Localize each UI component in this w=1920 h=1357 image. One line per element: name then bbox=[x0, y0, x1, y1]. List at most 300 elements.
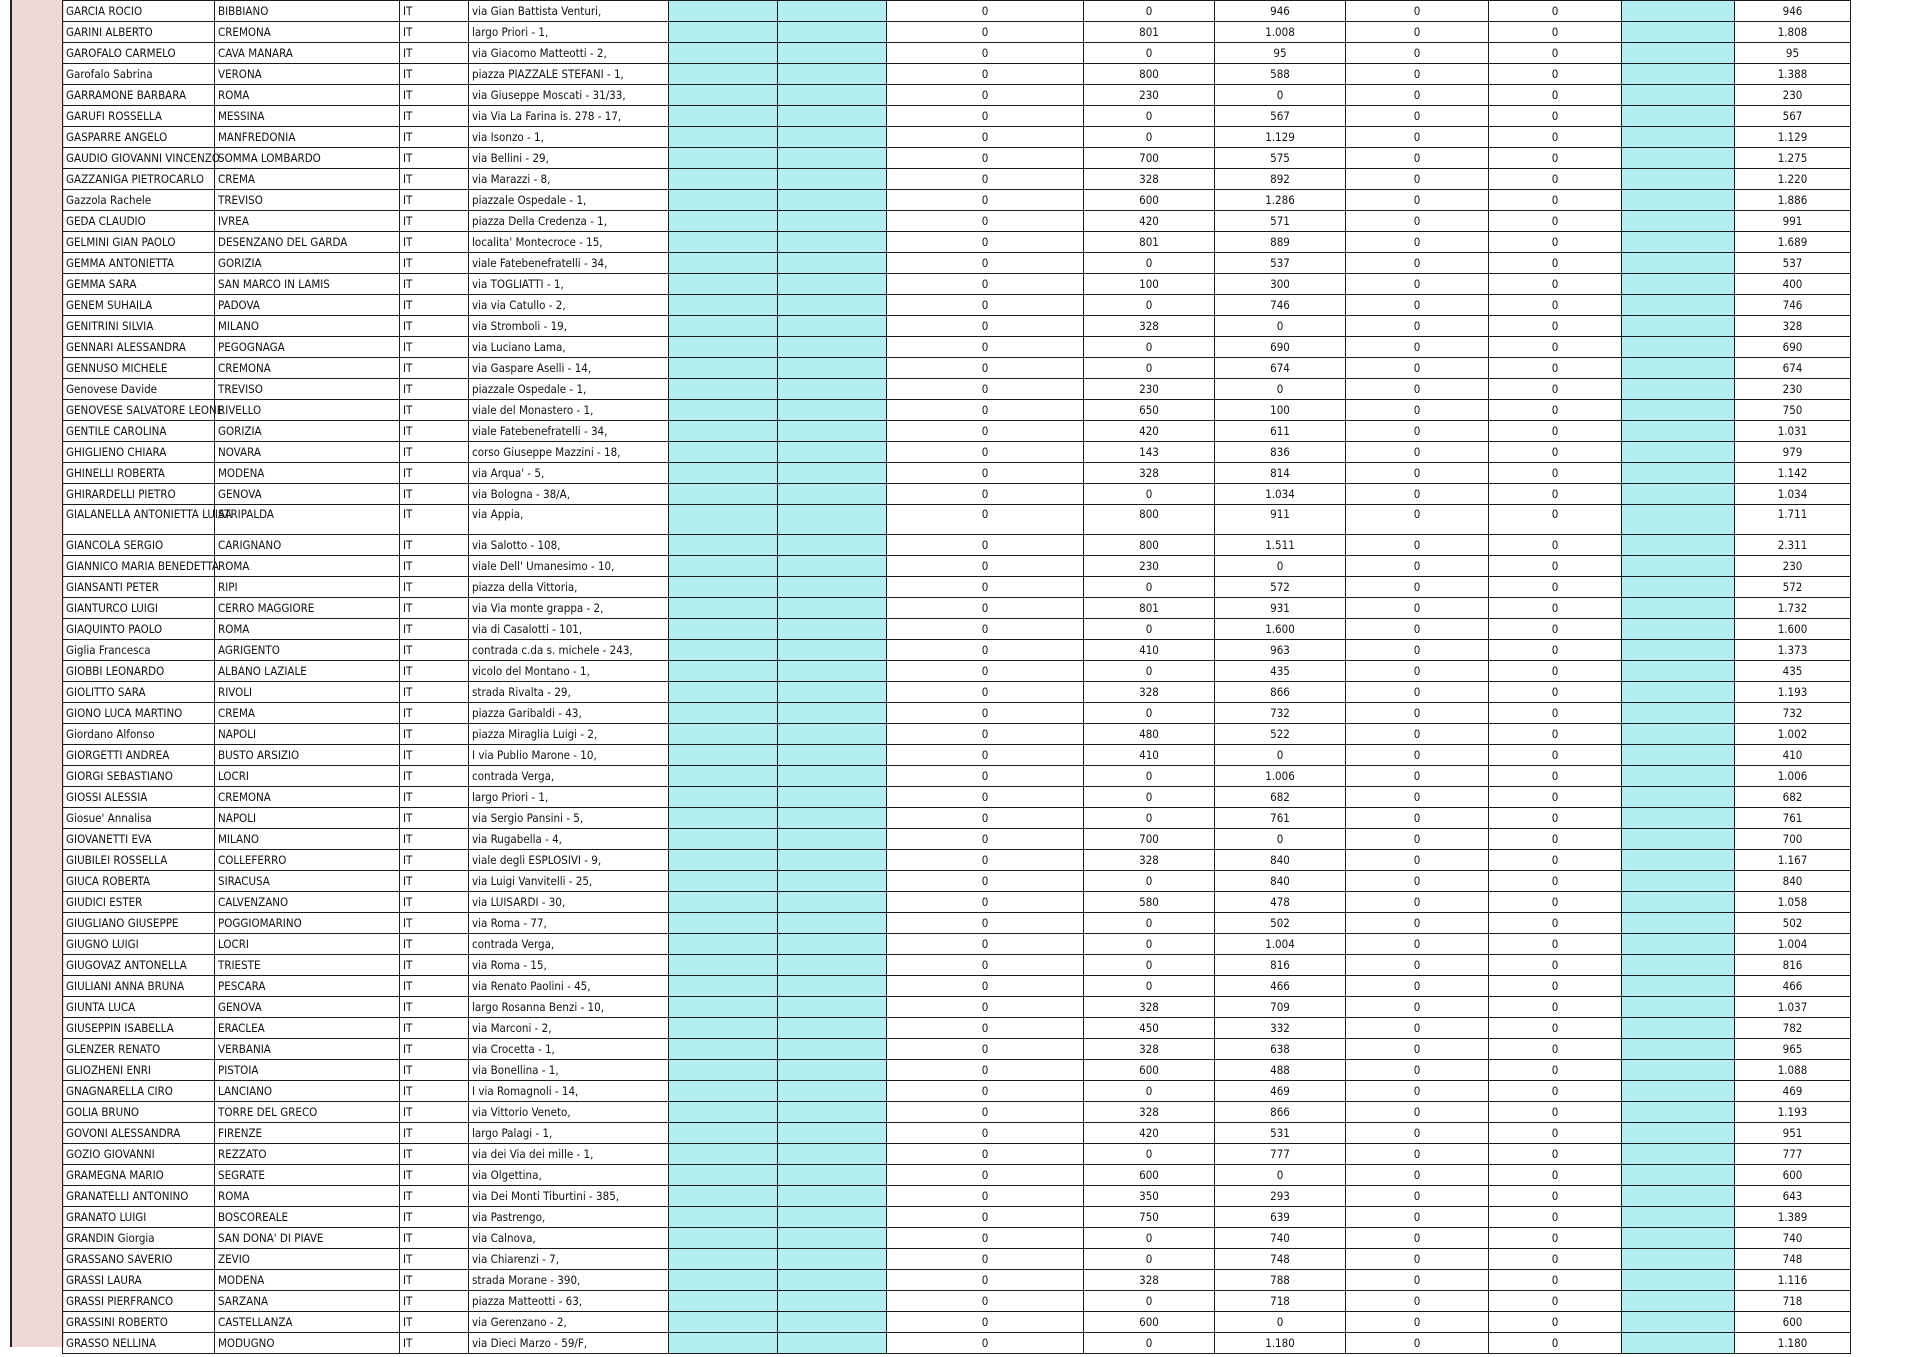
value-cell[interactable]: 571 bbox=[1215, 211, 1346, 232]
city-cell[interactable]: PEGOGNAGA bbox=[215, 337, 400, 358]
city-cell[interactable]: SEGRATE bbox=[215, 1165, 400, 1186]
empty-cyan-cell[interactable] bbox=[778, 661, 887, 682]
empty-cyan-cell[interactable] bbox=[669, 148, 778, 169]
value-cell[interactable]: 0 bbox=[1346, 703, 1489, 724]
value-cell[interactable]: 478 bbox=[1215, 892, 1346, 913]
empty-cyan-cell[interactable] bbox=[669, 577, 778, 598]
country-cell[interactable]: IT bbox=[400, 1228, 469, 1249]
value-cell[interactable]: 0 bbox=[887, 1, 1084, 22]
empty-cyan-cell[interactable] bbox=[778, 577, 887, 598]
value-cell[interactable]: 0 bbox=[887, 1270, 1084, 1291]
value-cell[interactable]: 0 bbox=[887, 976, 1084, 997]
empty-cyan-cell[interactable] bbox=[1622, 190, 1735, 211]
address-cell[interactable]: piazzale Ospedale - 1, bbox=[469, 379, 669, 400]
city-cell[interactable]: LOCRI bbox=[215, 766, 400, 787]
empty-cyan-cell[interactable] bbox=[669, 1249, 778, 1270]
empty-cyan-cell[interactable] bbox=[778, 1, 887, 22]
country-cell[interactable]: IT bbox=[400, 661, 469, 682]
city-cell[interactable]: CREMONA bbox=[215, 787, 400, 808]
value-cell[interactable]: 0 bbox=[1346, 316, 1489, 337]
total-cell[interactable]: 1.193 bbox=[1735, 1102, 1851, 1123]
value-cell[interactable]: 0 bbox=[1215, 1165, 1346, 1186]
empty-cyan-cell[interactable] bbox=[778, 442, 887, 463]
empty-cyan-cell[interactable] bbox=[778, 274, 887, 295]
name-cell[interactable]: GARUFI ROSSELLA bbox=[63, 106, 215, 127]
address-cell[interactable]: piazza Miraglia Luigi - 2, bbox=[469, 724, 669, 745]
value-cell[interactable]: 0 bbox=[887, 1039, 1084, 1060]
value-cell[interactable]: 0 bbox=[1489, 1144, 1622, 1165]
value-cell[interactable]: 0 bbox=[1084, 295, 1215, 316]
value-cell[interactable]: 0 bbox=[887, 421, 1084, 442]
empty-cyan-cell[interactable] bbox=[1622, 976, 1735, 997]
value-cell[interactable]: 572 bbox=[1215, 577, 1346, 598]
value-cell[interactable]: 0 bbox=[1489, 682, 1622, 703]
value-cell[interactable]: 0 bbox=[1215, 379, 1346, 400]
empty-cyan-cell[interactable] bbox=[778, 253, 887, 274]
country-cell[interactable]: IT bbox=[400, 913, 469, 934]
value-cell[interactable]: 0 bbox=[1489, 43, 1622, 64]
total-cell[interactable]: 537 bbox=[1735, 253, 1851, 274]
city-cell[interactable]: SIRACUSA bbox=[215, 871, 400, 892]
name-cell[interactable]: Giosue' Annalisa bbox=[63, 808, 215, 829]
empty-cyan-cell[interactable] bbox=[778, 1165, 887, 1186]
empty-cyan-cell[interactable] bbox=[1622, 379, 1735, 400]
value-cell[interactable]: 0 bbox=[1346, 1018, 1489, 1039]
value-cell[interactable]: 0 bbox=[1084, 871, 1215, 892]
name-cell[interactable]: GOVONI ALESSANDRA bbox=[63, 1123, 215, 1144]
value-cell[interactable]: 522 bbox=[1215, 724, 1346, 745]
empty-cyan-cell[interactable] bbox=[1622, 724, 1735, 745]
total-cell[interactable]: 746 bbox=[1735, 295, 1851, 316]
country-cell[interactable]: IT bbox=[400, 1, 469, 22]
value-cell[interactable]: 0 bbox=[1489, 724, 1622, 745]
empty-cyan-cell[interactable] bbox=[778, 232, 887, 253]
total-cell[interactable]: 410 bbox=[1735, 745, 1851, 766]
value-cell[interactable]: 0 bbox=[887, 724, 1084, 745]
empty-cyan-cell[interactable] bbox=[1622, 913, 1735, 934]
name-cell[interactable]: GHIRARDELLI PIETRO bbox=[63, 484, 215, 505]
value-cell[interactable]: 1.034 bbox=[1215, 484, 1346, 505]
value-cell[interactable]: 639 bbox=[1215, 1207, 1346, 1228]
value-cell[interactable]: 0 bbox=[1489, 505, 1622, 535]
empty-cyan-cell[interactable] bbox=[669, 682, 778, 703]
value-cell[interactable]: 0 bbox=[1489, 232, 1622, 253]
empty-cyan-cell[interactable] bbox=[669, 442, 778, 463]
value-cell[interactable]: 0 bbox=[1489, 1123, 1622, 1144]
country-cell[interactable]: IT bbox=[400, 1144, 469, 1165]
empty-cyan-cell[interactable] bbox=[1622, 316, 1735, 337]
total-cell[interactable]: 979 bbox=[1735, 442, 1851, 463]
value-cell[interactable]: 0 bbox=[887, 535, 1084, 556]
value-cell[interactable]: 0 bbox=[1346, 997, 1489, 1018]
value-cell[interactable]: 328 bbox=[1084, 1039, 1215, 1060]
empty-cyan-cell[interactable] bbox=[669, 850, 778, 871]
value-cell[interactable]: 0 bbox=[1084, 253, 1215, 274]
value-cell[interactable]: 0 bbox=[1084, 955, 1215, 976]
city-cell[interactable]: SAN DONA' DI PIAVE bbox=[215, 1228, 400, 1249]
empty-cyan-cell[interactable] bbox=[669, 379, 778, 400]
name-cell[interactable]: GEDA CLAUDIO bbox=[63, 211, 215, 232]
name-cell[interactable]: GRANDIN Giorgia bbox=[63, 1228, 215, 1249]
value-cell[interactable]: 0 bbox=[1084, 106, 1215, 127]
value-cell[interactable]: 801 bbox=[1084, 22, 1215, 43]
empty-cyan-cell[interactable] bbox=[669, 598, 778, 619]
value-cell[interactable]: 0 bbox=[1489, 850, 1622, 871]
empty-cyan-cell[interactable] bbox=[1622, 85, 1735, 106]
value-cell[interactable]: 0 bbox=[1346, 619, 1489, 640]
empty-cyan-cell[interactable] bbox=[669, 127, 778, 148]
name-cell[interactable]: GIOVANETTI EVA bbox=[63, 829, 215, 850]
empty-cyan-cell[interactable] bbox=[669, 829, 778, 850]
name-cell[interactable]: GIUDICI ESTER bbox=[63, 892, 215, 913]
address-cell[interactable]: via Marazzi - 8, bbox=[469, 169, 669, 190]
country-cell[interactable]: IT bbox=[400, 1291, 469, 1312]
value-cell[interactable]: 300 bbox=[1215, 274, 1346, 295]
value-cell[interactable]: 0 bbox=[1346, 1144, 1489, 1165]
city-cell[interactable]: ZEVIO bbox=[215, 1249, 400, 1270]
value-cell[interactable]: 0 bbox=[1489, 619, 1622, 640]
total-cell[interactable]: 1.600 bbox=[1735, 619, 1851, 640]
value-cell[interactable]: 0 bbox=[887, 106, 1084, 127]
value-cell[interactable]: 0 bbox=[1489, 1249, 1622, 1270]
name-cell[interactable]: GEMMA SARA bbox=[63, 274, 215, 295]
empty-cyan-cell[interactable] bbox=[669, 808, 778, 829]
value-cell[interactable]: 0 bbox=[1489, 577, 1622, 598]
empty-cyan-cell[interactable] bbox=[1622, 1060, 1735, 1081]
address-cell[interactable]: contrada c.da s. michele - 243, bbox=[469, 640, 669, 661]
value-cell[interactable]: 0 bbox=[1084, 484, 1215, 505]
total-cell[interactable]: 777 bbox=[1735, 1144, 1851, 1165]
address-cell[interactable]: piazza Della Credenza - 1, bbox=[469, 211, 669, 232]
empty-cyan-cell[interactable] bbox=[1622, 358, 1735, 379]
value-cell[interactable]: 963 bbox=[1215, 640, 1346, 661]
value-cell[interactable]: 0 bbox=[1346, 640, 1489, 661]
country-cell[interactable]: IT bbox=[400, 1270, 469, 1291]
value-cell[interactable]: 0 bbox=[1346, 127, 1489, 148]
value-cell[interactable]: 293 bbox=[1215, 1186, 1346, 1207]
country-cell[interactable]: IT bbox=[400, 871, 469, 892]
value-cell[interactable]: 0 bbox=[887, 682, 1084, 703]
name-cell[interactable]: GIOLITTO SARA bbox=[63, 682, 215, 703]
city-cell[interactable]: BUSTO ARSIZIO bbox=[215, 745, 400, 766]
empty-cyan-cell[interactable] bbox=[1622, 169, 1735, 190]
value-cell[interactable]: 0 bbox=[1489, 295, 1622, 316]
name-cell[interactable]: GAZZANIGA PIETROCARLO bbox=[63, 169, 215, 190]
city-cell[interactable]: MODUGNO bbox=[215, 1333, 400, 1354]
empty-cyan-cell[interactable] bbox=[778, 724, 887, 745]
value-cell[interactable]: 0 bbox=[1346, 22, 1489, 43]
empty-cyan-cell[interactable] bbox=[669, 1060, 778, 1081]
name-cell[interactable]: GOLIA BRUNO bbox=[63, 1102, 215, 1123]
name-cell[interactable]: GNAGNARELLA CIRO bbox=[63, 1081, 215, 1102]
value-cell[interactable]: 0 bbox=[1346, 505, 1489, 535]
total-cell[interactable]: 1.389 bbox=[1735, 1207, 1851, 1228]
empty-cyan-cell[interactable] bbox=[1622, 22, 1735, 43]
country-cell[interactable]: IT bbox=[400, 106, 469, 127]
address-cell[interactable]: corso Giuseppe Mazzini - 18, bbox=[469, 442, 669, 463]
address-cell[interactable]: via Via monte grappa - 2, bbox=[469, 598, 669, 619]
city-cell[interactable]: CREMA bbox=[215, 703, 400, 724]
total-cell[interactable]: 690 bbox=[1735, 337, 1851, 358]
empty-cyan-cell[interactable] bbox=[669, 1291, 778, 1312]
country-cell[interactable]: IT bbox=[400, 745, 469, 766]
name-cell[interactable]: GEMMA ANTONIETTA bbox=[63, 253, 215, 274]
value-cell[interactable]: 709 bbox=[1215, 997, 1346, 1018]
value-cell[interactable]: 0 bbox=[1346, 295, 1489, 316]
empty-cyan-cell[interactable] bbox=[778, 787, 887, 808]
total-cell[interactable]: 1.886 bbox=[1735, 190, 1851, 211]
name-cell[interactable]: GIUNTA LUCA bbox=[63, 997, 215, 1018]
name-cell[interactable]: GHIGLIENO CHIARA bbox=[63, 442, 215, 463]
name-cell[interactable]: GARRAMONE BARBARA bbox=[63, 85, 215, 106]
value-cell[interactable]: 0 bbox=[887, 274, 1084, 295]
total-cell[interactable]: 840 bbox=[1735, 871, 1851, 892]
country-cell[interactable]: IT bbox=[400, 85, 469, 106]
empty-cyan-cell[interactable] bbox=[1622, 556, 1735, 577]
value-cell[interactable]: 761 bbox=[1215, 808, 1346, 829]
total-cell[interactable]: 95 bbox=[1735, 43, 1851, 64]
value-cell[interactable]: 350 bbox=[1084, 1186, 1215, 1207]
country-cell[interactable]: IT bbox=[400, 43, 469, 64]
name-cell[interactable]: GIORGI SEBASTIANO bbox=[63, 766, 215, 787]
value-cell[interactable]: 0 bbox=[887, 997, 1084, 1018]
address-cell[interactable]: via Renato Paolini - 45, bbox=[469, 976, 669, 997]
value-cell[interactable]: 0 bbox=[887, 808, 1084, 829]
city-cell[interactable]: POGGIOMARINO bbox=[215, 913, 400, 934]
value-cell[interactable]: 537 bbox=[1215, 253, 1346, 274]
empty-cyan-cell[interactable] bbox=[1622, 1249, 1735, 1270]
country-cell[interactable]: IT bbox=[400, 1165, 469, 1186]
value-cell[interactable]: 575 bbox=[1215, 148, 1346, 169]
empty-cyan-cell[interactable] bbox=[778, 892, 887, 913]
address-cell[interactable]: via Bonellina - 1, bbox=[469, 1060, 669, 1081]
address-cell[interactable]: via Isonzo - 1, bbox=[469, 127, 669, 148]
address-cell[interactable]: I via Romagnoli - 14, bbox=[469, 1081, 669, 1102]
country-cell[interactable]: IT bbox=[400, 253, 469, 274]
city-cell[interactable]: LOCRI bbox=[215, 934, 400, 955]
empty-cyan-cell[interactable] bbox=[669, 106, 778, 127]
value-cell[interactable]: 0 bbox=[1346, 1291, 1489, 1312]
value-cell[interactable]: 682 bbox=[1215, 787, 1346, 808]
empty-cyan-cell[interactable] bbox=[1622, 745, 1735, 766]
value-cell[interactable]: 1.006 bbox=[1215, 766, 1346, 787]
country-cell[interactable]: IT bbox=[400, 1312, 469, 1333]
total-cell[interactable]: 740 bbox=[1735, 1228, 1851, 1249]
city-cell[interactable]: ALBANO LAZIALE bbox=[215, 661, 400, 682]
value-cell[interactable]: 0 bbox=[1084, 337, 1215, 358]
city-cell[interactable]: TREVISO bbox=[215, 379, 400, 400]
empty-cyan-cell[interactable] bbox=[1622, 1186, 1735, 1207]
city-cell[interactable]: ROMA bbox=[215, 619, 400, 640]
city-cell[interactable]: MILANO bbox=[215, 829, 400, 850]
value-cell[interactable]: 0 bbox=[1489, 190, 1622, 211]
value-cell[interactable]: 0 bbox=[1346, 724, 1489, 745]
country-cell[interactable]: IT bbox=[400, 850, 469, 871]
value-cell[interactable]: 0 bbox=[887, 1312, 1084, 1333]
country-cell[interactable]: IT bbox=[400, 808, 469, 829]
value-cell[interactable]: 100 bbox=[1215, 400, 1346, 421]
value-cell[interactable]: 600 bbox=[1084, 1165, 1215, 1186]
value-cell[interactable]: 0 bbox=[1489, 211, 1622, 232]
total-cell[interactable]: 1.689 bbox=[1735, 232, 1851, 253]
value-cell[interactable]: 0 bbox=[1346, 1060, 1489, 1081]
value-cell[interactable]: 0 bbox=[1489, 148, 1622, 169]
value-cell[interactable]: 0 bbox=[1346, 148, 1489, 169]
empty-cyan-cell[interactable] bbox=[669, 1081, 778, 1102]
name-cell[interactable]: GAROFALO CARMELO bbox=[63, 43, 215, 64]
empty-cyan-cell[interactable] bbox=[778, 1123, 887, 1144]
total-cell[interactable]: 1.142 bbox=[1735, 463, 1851, 484]
country-cell[interactable]: IT bbox=[400, 463, 469, 484]
address-cell[interactable]: viale degli ESPLOSIVI - 9, bbox=[469, 850, 669, 871]
value-cell[interactable]: 0 bbox=[1346, 682, 1489, 703]
value-cell[interactable]: 0 bbox=[887, 85, 1084, 106]
empty-cyan-cell[interactable] bbox=[778, 808, 887, 829]
empty-cyan-cell[interactable] bbox=[669, 1102, 778, 1123]
country-cell[interactable]: IT bbox=[400, 640, 469, 661]
empty-cyan-cell[interactable] bbox=[778, 1249, 887, 1270]
value-cell[interactable]: 0 bbox=[1346, 232, 1489, 253]
empty-cyan-cell[interactable] bbox=[1622, 892, 1735, 913]
city-cell[interactable]: MODENA bbox=[215, 1270, 400, 1291]
value-cell[interactable]: 0 bbox=[887, 556, 1084, 577]
value-cell[interactable]: 100 bbox=[1084, 274, 1215, 295]
value-cell[interactable]: 0 bbox=[1346, 892, 1489, 913]
value-cell[interactable]: 0 bbox=[1489, 379, 1622, 400]
empty-cyan-cell[interactable] bbox=[669, 703, 778, 724]
country-cell[interactable]: IT bbox=[400, 577, 469, 598]
value-cell[interactable]: 0 bbox=[1346, 661, 1489, 682]
value-cell[interactable]: 0 bbox=[887, 22, 1084, 43]
empty-cyan-cell[interactable] bbox=[1622, 232, 1735, 253]
country-cell[interactable]: IT bbox=[400, 1333, 469, 1354]
value-cell[interactable]: 0 bbox=[1215, 745, 1346, 766]
empty-cyan-cell[interactable] bbox=[1622, 850, 1735, 871]
empty-cyan-cell[interactable] bbox=[778, 871, 887, 892]
empty-cyan-cell[interactable] bbox=[778, 127, 887, 148]
value-cell[interactable]: 488 bbox=[1215, 1060, 1346, 1081]
value-cell[interactable]: 0 bbox=[1084, 43, 1215, 64]
city-cell[interactable]: ROMA bbox=[215, 85, 400, 106]
value-cell[interactable]: 0 bbox=[1346, 808, 1489, 829]
empty-cyan-cell[interactable] bbox=[669, 640, 778, 661]
address-cell[interactable]: via Marconi - 2, bbox=[469, 1018, 669, 1039]
empty-cyan-cell[interactable] bbox=[778, 1312, 887, 1333]
total-cell[interactable]: 1.193 bbox=[1735, 682, 1851, 703]
empty-cyan-cell[interactable] bbox=[778, 316, 887, 337]
empty-cyan-cell[interactable] bbox=[669, 787, 778, 808]
address-cell[interactable]: via Rugabella - 4, bbox=[469, 829, 669, 850]
empty-cyan-cell[interactable] bbox=[1622, 1270, 1735, 1291]
value-cell[interactable]: 0 bbox=[1084, 787, 1215, 808]
empty-cyan-cell[interactable] bbox=[1622, 682, 1735, 703]
name-cell[interactable]: GRAMEGNA MARIO bbox=[63, 1165, 215, 1186]
name-cell[interactable]: Giglia Francesca bbox=[63, 640, 215, 661]
country-cell[interactable]: IT bbox=[400, 232, 469, 253]
address-cell[interactable]: piazza PIAZZALE STEFANI - 1, bbox=[469, 64, 669, 85]
total-cell[interactable]: 761 bbox=[1735, 808, 1851, 829]
name-cell[interactable]: GENNARI ALESSANDRA bbox=[63, 337, 215, 358]
empty-cyan-cell[interactable] bbox=[669, 274, 778, 295]
country-cell[interactable]: IT bbox=[400, 211, 469, 232]
empty-cyan-cell[interactable] bbox=[669, 871, 778, 892]
address-cell[interactable]: via Giacomo Matteotti - 2, bbox=[469, 43, 669, 64]
empty-cyan-cell[interactable] bbox=[1622, 1102, 1735, 1123]
value-cell[interactable]: 0 bbox=[1215, 85, 1346, 106]
total-cell[interactable]: 572 bbox=[1735, 577, 1851, 598]
empty-cyan-cell[interactable] bbox=[669, 484, 778, 505]
value-cell[interactable]: 0 bbox=[1489, 1060, 1622, 1081]
value-cell[interactable]: 801 bbox=[1084, 232, 1215, 253]
total-cell[interactable]: 816 bbox=[1735, 955, 1851, 976]
empty-cyan-cell[interactable] bbox=[1622, 997, 1735, 1018]
value-cell[interactable]: 0 bbox=[1489, 1270, 1622, 1291]
value-cell[interactable]: 801 bbox=[1084, 598, 1215, 619]
empty-cyan-cell[interactable] bbox=[778, 1291, 887, 1312]
total-cell[interactable]: 230 bbox=[1735, 85, 1851, 106]
name-cell[interactable]: GIOSSI ALESSIA bbox=[63, 787, 215, 808]
city-cell[interactable]: CARIGNANO bbox=[215, 535, 400, 556]
value-cell[interactable]: 748 bbox=[1215, 1249, 1346, 1270]
value-cell[interactable]: 0 bbox=[1489, 421, 1622, 442]
country-cell[interactable]: IT bbox=[400, 484, 469, 505]
total-cell[interactable]: 1.031 bbox=[1735, 421, 1851, 442]
empty-cyan-cell[interactable] bbox=[669, 976, 778, 997]
value-cell[interactable]: 1.129 bbox=[1215, 127, 1346, 148]
value-cell[interactable]: 0 bbox=[1346, 1039, 1489, 1060]
value-cell[interactable]: 0 bbox=[1346, 1207, 1489, 1228]
address-cell[interactable]: largo Priori - 1, bbox=[469, 787, 669, 808]
empty-cyan-cell[interactable] bbox=[1622, 1291, 1735, 1312]
value-cell[interactable]: 0 bbox=[1346, 64, 1489, 85]
name-cell[interactable]: GIULIANI ANNA BRUNA bbox=[63, 976, 215, 997]
empty-cyan-cell[interactable] bbox=[669, 1039, 778, 1060]
value-cell[interactable]: 95 bbox=[1215, 43, 1346, 64]
value-cell[interactable]: 0 bbox=[1489, 808, 1622, 829]
city-cell[interactable]: LANCIANO bbox=[215, 1081, 400, 1102]
name-cell[interactable]: GRANATELLI ANTONINO bbox=[63, 1186, 215, 1207]
total-cell[interactable]: 732 bbox=[1735, 703, 1851, 724]
address-cell[interactable]: via Gaspare Aselli - 14, bbox=[469, 358, 669, 379]
value-cell[interactable]: 0 bbox=[887, 703, 1084, 724]
value-cell[interactable]: 0 bbox=[1084, 934, 1215, 955]
address-cell[interactable]: via Olgettina, bbox=[469, 1165, 669, 1186]
value-cell[interactable]: 0 bbox=[1489, 1207, 1622, 1228]
value-cell[interactable]: 328 bbox=[1084, 682, 1215, 703]
city-cell[interactable]: CREMA bbox=[215, 169, 400, 190]
empty-cyan-cell[interactable] bbox=[669, 745, 778, 766]
value-cell[interactable]: 650 bbox=[1084, 400, 1215, 421]
empty-cyan-cell[interactable] bbox=[1622, 505, 1735, 535]
empty-cyan-cell[interactable] bbox=[669, 724, 778, 745]
value-cell[interactable]: 0 bbox=[1489, 997, 1622, 1018]
empty-cyan-cell[interactable] bbox=[1622, 955, 1735, 976]
value-cell[interactable]: 0 bbox=[887, 1102, 1084, 1123]
empty-cyan-cell[interactable] bbox=[1622, 253, 1735, 274]
address-cell[interactable]: viale Dell' Umanesimo - 10, bbox=[469, 556, 669, 577]
address-cell[interactable]: via TOGLIATTI - 1, bbox=[469, 274, 669, 295]
empty-cyan-cell[interactable] bbox=[778, 463, 887, 484]
address-cell[interactable]: via Gian Battista Venturi, bbox=[469, 1, 669, 22]
value-cell[interactable]: 746 bbox=[1215, 295, 1346, 316]
country-cell[interactable]: IT bbox=[400, 955, 469, 976]
value-cell[interactable]: 0 bbox=[1489, 871, 1622, 892]
value-cell[interactable]: 931 bbox=[1215, 598, 1346, 619]
empty-cyan-cell[interactable] bbox=[1622, 1228, 1735, 1249]
empty-cyan-cell[interactable] bbox=[778, 535, 887, 556]
value-cell[interactable]: 0 bbox=[887, 1186, 1084, 1207]
value-cell[interactable]: 0 bbox=[887, 1018, 1084, 1039]
